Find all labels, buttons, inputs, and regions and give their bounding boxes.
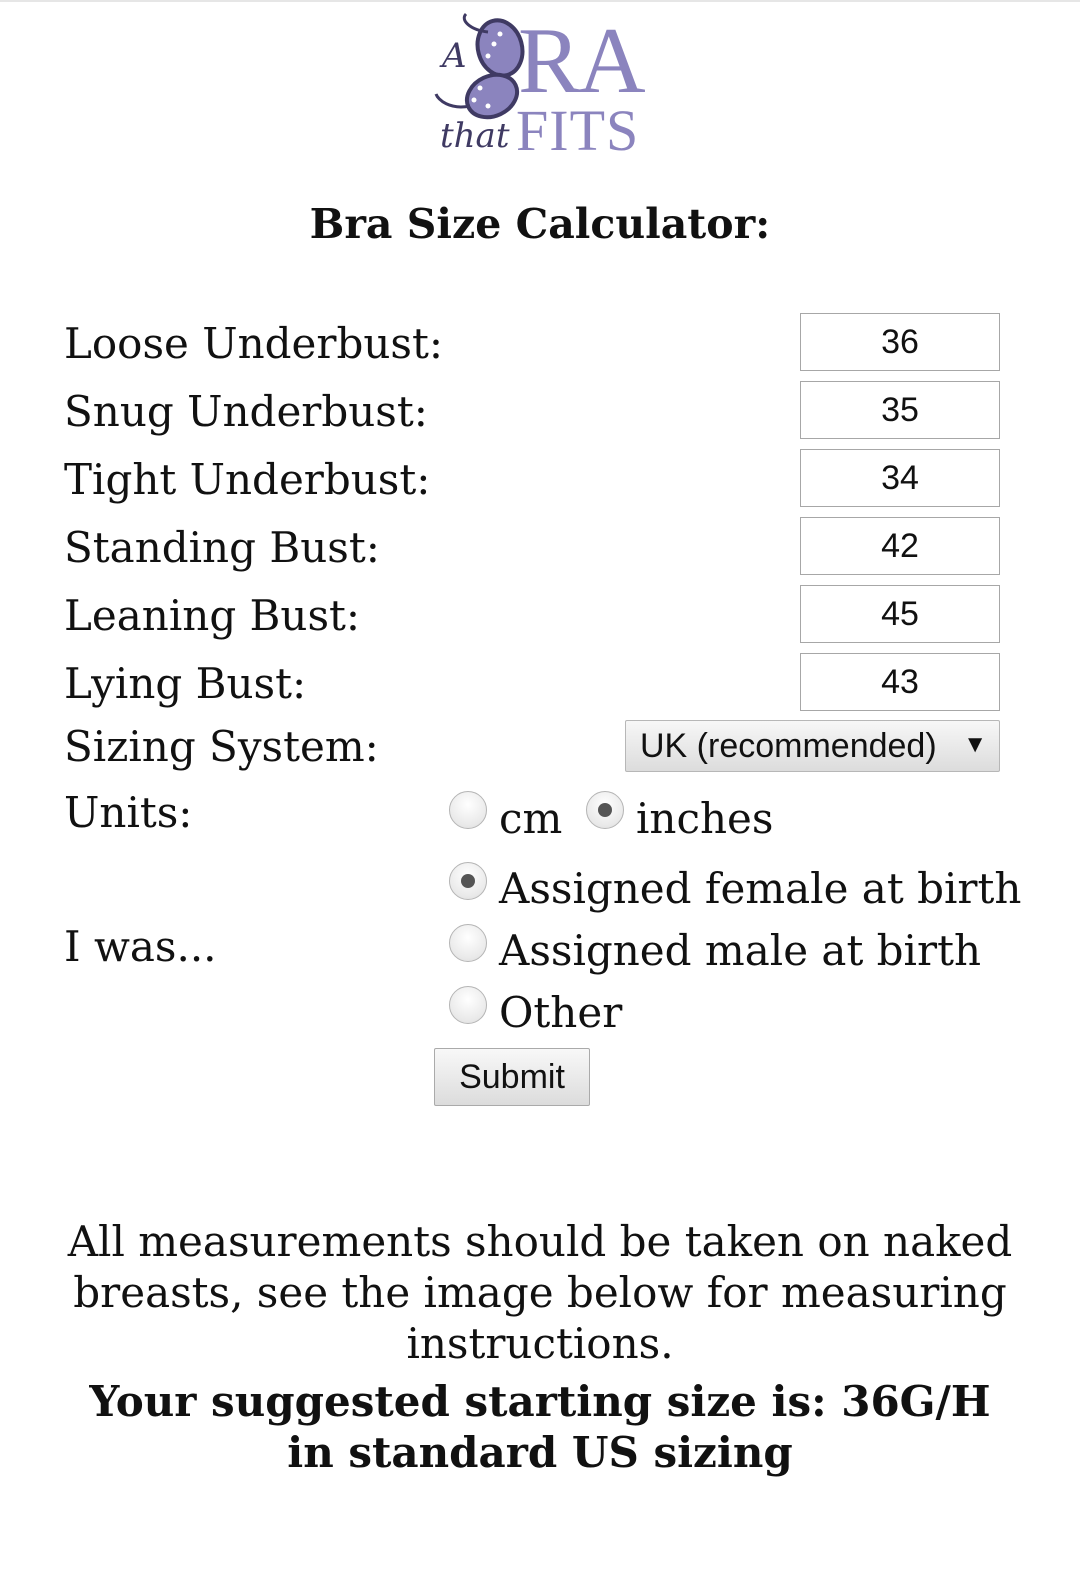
assigned-other-radio[interactable] bbox=[449, 986, 487, 1024]
assigned-female-label: Assigned female at birth bbox=[499, 864, 1022, 913]
tight-underbust-input[interactable] bbox=[800, 449, 1000, 507]
sizing-system-value: UK (recommended) bbox=[640, 726, 937, 765]
logo-text-ra: RA bbox=[518, 9, 643, 113]
units-label: Units: bbox=[64, 788, 193, 837]
site-logo[interactable] bbox=[430, 9, 660, 163]
tight-underbust-label: Tight Underbust: bbox=[64, 455, 431, 504]
units-cm-radio[interactable] bbox=[449, 791, 487, 829]
units-inches-label: inches bbox=[636, 794, 774, 843]
lying-bust-label: Lying Bust: bbox=[64, 659, 307, 708]
standing-bust-input[interactable] bbox=[800, 517, 1000, 575]
page-title: Bra Size Calculator: bbox=[309, 200, 771, 248]
snug-underbust-input[interactable] bbox=[800, 381, 1000, 439]
assigned-male-radio[interactable] bbox=[449, 924, 487, 962]
assigned-label: I was... bbox=[64, 922, 217, 971]
top-divider bbox=[0, 0, 1080, 2]
logo-text-a: A bbox=[442, 36, 467, 76]
sizing-system-select[interactable] bbox=[625, 720, 1000, 772]
measurement-note: All measurements should be taken on naked breasts, see the image below for measuring instructions. bbox=[67, 1217, 1013, 1368]
assigned-other-label: Other bbox=[499, 988, 623, 1037]
leaning-bust-label: Leaning Bust: bbox=[64, 591, 361, 640]
loose-underbust-input[interactable] bbox=[800, 313, 1000, 371]
lying-bust-input[interactable] bbox=[800, 653, 1000, 711]
sizing-system-label: Sizing System: bbox=[64, 722, 379, 771]
result-text: Your suggested starting size is: 36G/H in standard US sizing bbox=[89, 1377, 991, 1477]
units-cm-label: cm bbox=[499, 794, 563, 843]
chevron-down-icon: ▼ bbox=[963, 731, 987, 758]
loose-underbust-label: Loose Underbust: bbox=[64, 319, 444, 368]
units-inches-radio[interactable] bbox=[586, 791, 624, 829]
assigned-male-label: Assigned male at birth bbox=[499, 926, 981, 975]
snug-underbust-label: Snug Underbust: bbox=[64, 387, 428, 436]
assigned-female-radio[interactable] bbox=[449, 862, 487, 900]
submit-button[interactable]: Submit bbox=[434, 1048, 590, 1106]
standing-bust-label: Standing Bust: bbox=[64, 523, 380, 572]
logo-text-fits: FITS bbox=[516, 98, 640, 163]
logo-text-that: that bbox=[440, 116, 510, 156]
leaning-bust-input[interactable] bbox=[800, 585, 1000, 643]
